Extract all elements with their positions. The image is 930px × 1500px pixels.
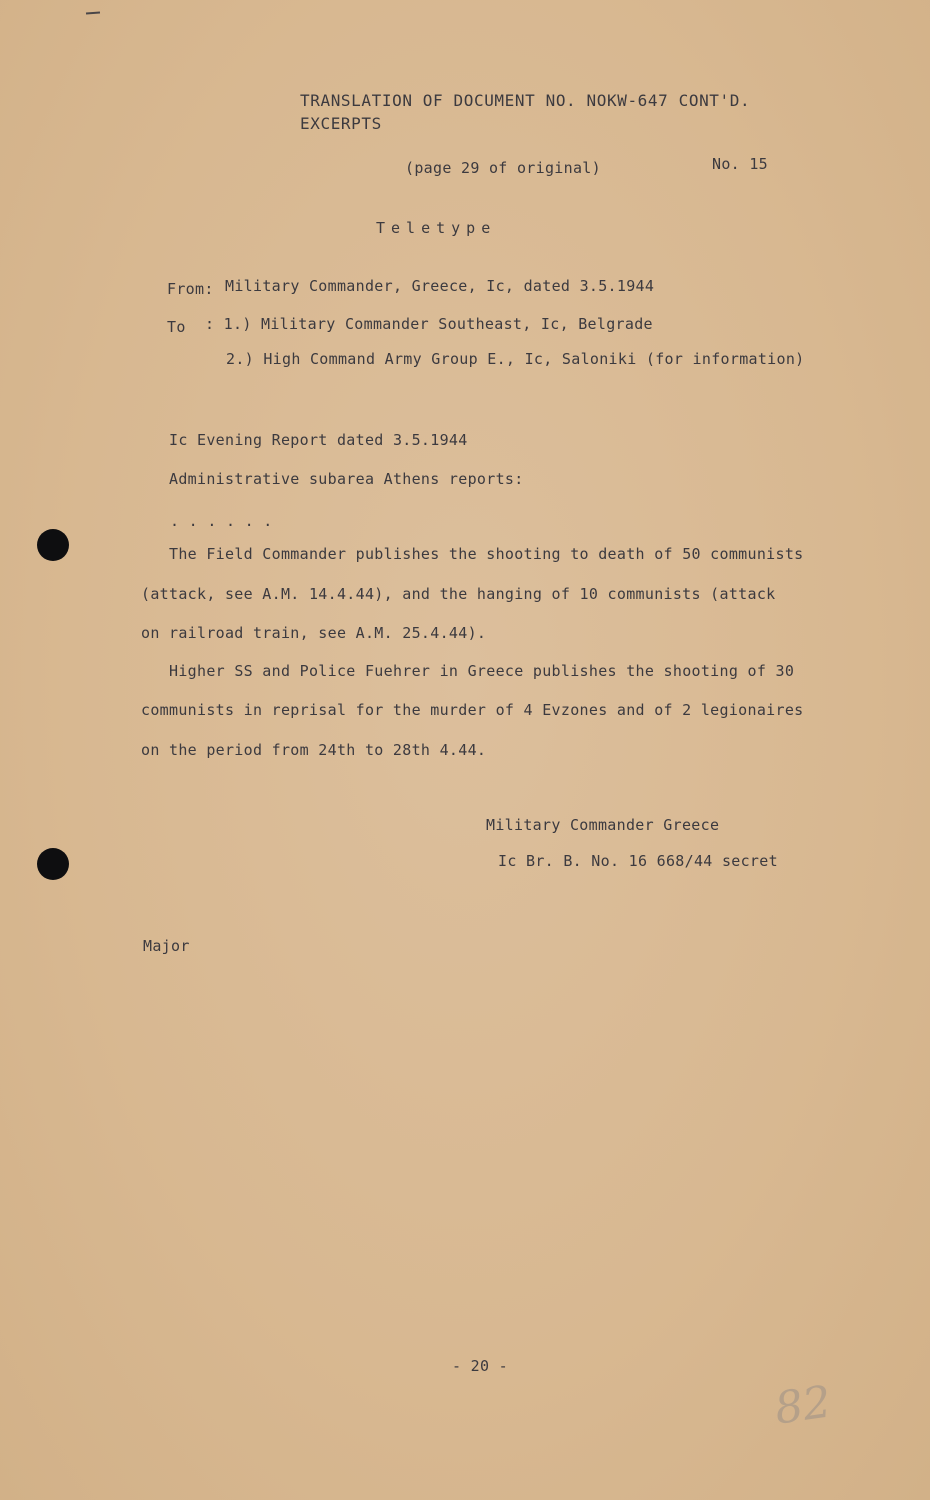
to-recipient-2: 2.) High Command Army Group E., Ic, Saloniki (for information) (226, 350, 805, 368)
paragraph-2-line-3: on the period from 24th to 28th 4.44. (141, 741, 487, 759)
document-subtitle: EXCERPTS (300, 114, 382, 133)
report-title: Ic Evening Report dated 3.5.1944 (169, 431, 468, 449)
paragraph-1-line-2: (attack, see A.M. 14.4.44), and the hanging of 10 communists (attack (141, 585, 776, 603)
signature-rank: Major (143, 937, 190, 955)
paragraph-2-line-1: Higher SS and Police Fuehrer in Greece publishes the shooting of 30 (169, 662, 795, 680)
to-label: To (167, 318, 186, 336)
from-label: From: (167, 280, 214, 298)
handwritten-folio-number: 82 (771, 1376, 835, 1435)
report-subtitle: Administrative subarea Athens reports: (169, 470, 524, 488)
punch-hole-icon (37, 529, 69, 561)
paragraph-1-line-3: on railroad train, see A.M. 25.4.44). (141, 624, 487, 642)
signature-line-1: Military Commander Greece (486, 816, 720, 834)
document-number: No. 15 (712, 155, 768, 173)
punch-hole-icon (37, 848, 69, 880)
stray-pen-mark (86, 12, 100, 15)
paragraph-1-line-1: The Field Commander publishes the shooting to death of 50 communists (169, 545, 804, 563)
paragraph-2-line-2: communists in reprisal for the murder of 4 Evzones and of 2 legionaires (141, 701, 804, 719)
signature-line-2: Ic Br. B. No. 16 668/44 secret (498, 852, 778, 870)
teletype-heading: Teletype (376, 219, 497, 237)
document-title: TRANSLATION OF DOCUMENT NO. NOKW-647 CONT'D. (300, 91, 751, 110)
page-number: - 20 - (452, 1357, 508, 1375)
page-reference: (page 29 of original) (405, 159, 601, 177)
omission-dots: . . . . . . (170, 512, 273, 530)
from-text: Military Commander, Greece, Ic, dated 3.5.1944 (225, 277, 655, 295)
to-recipient-1: : 1.) Military Commander Southeast, Ic, Belgrade (205, 315, 653, 333)
